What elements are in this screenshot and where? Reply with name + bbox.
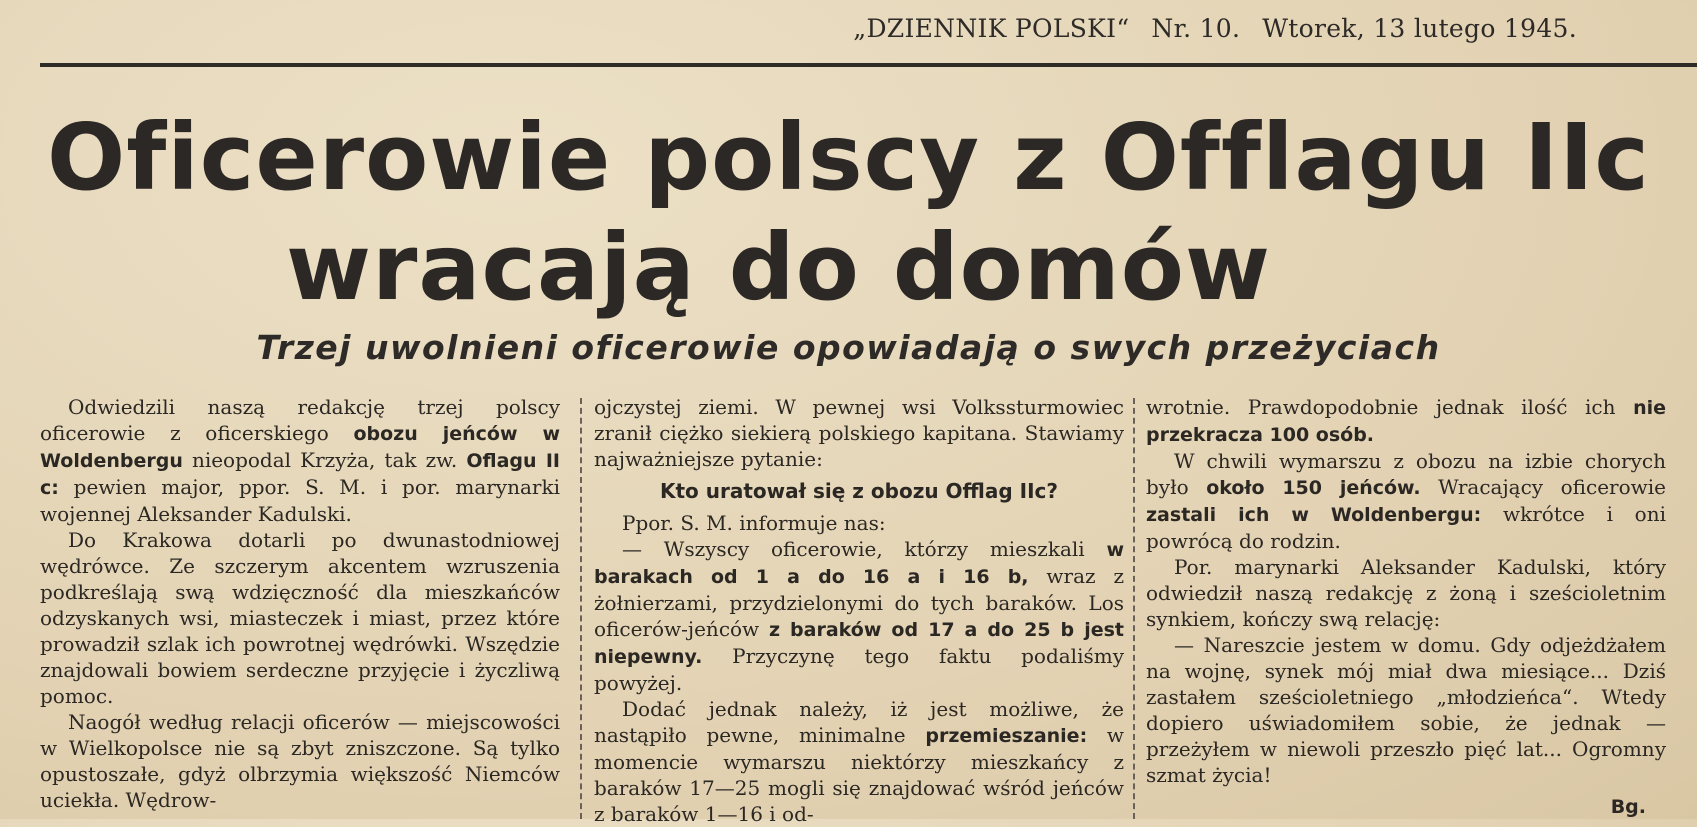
bold-text-run: Oflagu II c:: [40, 450, 561, 499]
text-run: W chwili wymarszu z obozu na izbie chorych było: [1146, 449, 1666, 499]
paragraph: [1146, 448, 1666, 554]
column-divider: [1133, 398, 1136, 819]
text-run: wkrótce i oni powrócą do rodzin.: [1146, 502, 1666, 553]
article-column-1: [40, 394, 560, 813]
paragraph: [40, 394, 560, 527]
column-divider: [580, 398, 583, 819]
bold-text-run: z baraków od 17 a do 25 b jest niepewny.: [594, 619, 1124, 668]
text-run: pewien major, ppor. S. M. i por. marynarki wojennej Aleksander Kadulski.: [40, 475, 560, 526]
bold-text-run: około 150 jeńców.: [1206, 477, 1421, 499]
text-run: Wracający oficerowie: [1420, 475, 1667, 499]
crosshead: Kto uratował się z obozu Offlag IIc?: [660, 479, 1058, 503]
text-run: — Wszyscy oficerowie, którzy mieszkali: [622, 537, 1107, 561]
paragraph: Naogół według relacji oficerów — miejscowości w Wielkopolsce nie są zbyt zniszczone. Są tylko opustoszałe, gdyż olbrzymia większość Niemców uciekła. Wędrow-: [40, 710, 560, 812]
headline-line-1: Oficerowie polscy z Offlagu IIc: [47, 104, 1650, 211]
masthead-rule: [40, 63, 1697, 67]
article-column-3: [1146, 394, 1666, 820]
bold-text-run: zastali ich w Woldenbergu:: [1146, 504, 1482, 526]
text-run: wrotnie. Prawdopodobnie jednak ilość ich: [1146, 395, 1634, 419]
bold-text-run: przemieszanie:: [925, 725, 1088, 747]
masthead-paper-name: „DZIENNIK POLSKI“: [853, 14, 1130, 43]
text-run: nieopodal Krzyża, tak zw.: [182, 448, 467, 472]
paragraph: ojczystej ziemi. W pewnej wsi Volkssturmowiec zranił ciężko siekierą polskiego kapitana. Stawiamy najważniejsze pytanie:: [594, 395, 1124, 471]
masthead-date: Wtorek, 13 lutego 1945.: [1262, 14, 1577, 43]
masthead-issue: Nr. 10.: [1151, 14, 1241, 43]
bold-text-run: nie przekracza 100 osób.: [1146, 397, 1666, 446]
paragraph: [594, 536, 1124, 696]
masthead: [853, 14, 1577, 43]
bold-text-run: w barakach od 1 a do 16 a i 16 b,: [594, 539, 1124, 588]
subheadline: Trzej uwolnieni oficerowie opowiadają o swych przeżyciach: [256, 328, 1441, 367]
paragraph: Do Krakowa dotarli po dwunastodniowej wędrówce. Ze szczerym akcentem wzruszenia podkreślają swą wdzięczność dla mieszkańców odzyskanych wsi, miasteczek i miast, przez które prowadził szlak ich powrotnej wędrówki. Wszędzie znajdowali bowiem serdeczne przyjęcie i życzliwą pomoc.: [40, 528, 560, 708]
paragraph: Ppor. S. M. informuje nas:: [622, 511, 886, 535]
text-run: wraz z żołnierzami, przydzielonymi do tych baraków. Los oficerów-jeńców: [594, 564, 1124, 641]
text-run: w momencie wymarszu niektórzy mieszkańcy z baraków 17—25 mogli się znajdować wśród jeńców z baraków 1—16 i od-: [594, 723, 1124, 826]
paragraph: — Nareszcie jestem w domu. Gdy odjeżdżałem na wojnę, synek mój miał dwa miesiące... Dziś zastałem sześcioletniego „młodzieńca“. Wtedy dopiero uświadomiłem sobie, że jednak — przeżyłem w niewoli przeszło pięć lat... Ogromny szmat życia!: [1146, 633, 1666, 787]
paragraph: [1146, 394, 1666, 448]
author-signature: Bg.: [1610, 796, 1646, 818]
paragraph: [594, 696, 1124, 827]
text-run: Odwiedzili naszą redakcję trzej polscy oficerowie z oficerskiego: [40, 395, 560, 445]
headline-line-2: wracają do domów: [286, 214, 1271, 321]
text-run: Przyczynę tego faktu podaliśmy powyżej.: [594, 644, 1124, 695]
article-column-2: [594, 394, 1124, 827]
paragraph: Por. marynarki Aleksander Kadulski, który odwiedził naszą redakcję z żoną i sześcioletnim synkiem, kończy swą relację:: [1146, 555, 1666, 631]
text-run: Dodać jednak należy, iż jest możliwe, że nastąpiło pewne, minimalne: [594, 697, 1124, 747]
bold-text-run: obozu jeńców w Woldenbergu: [40, 423, 561, 472]
